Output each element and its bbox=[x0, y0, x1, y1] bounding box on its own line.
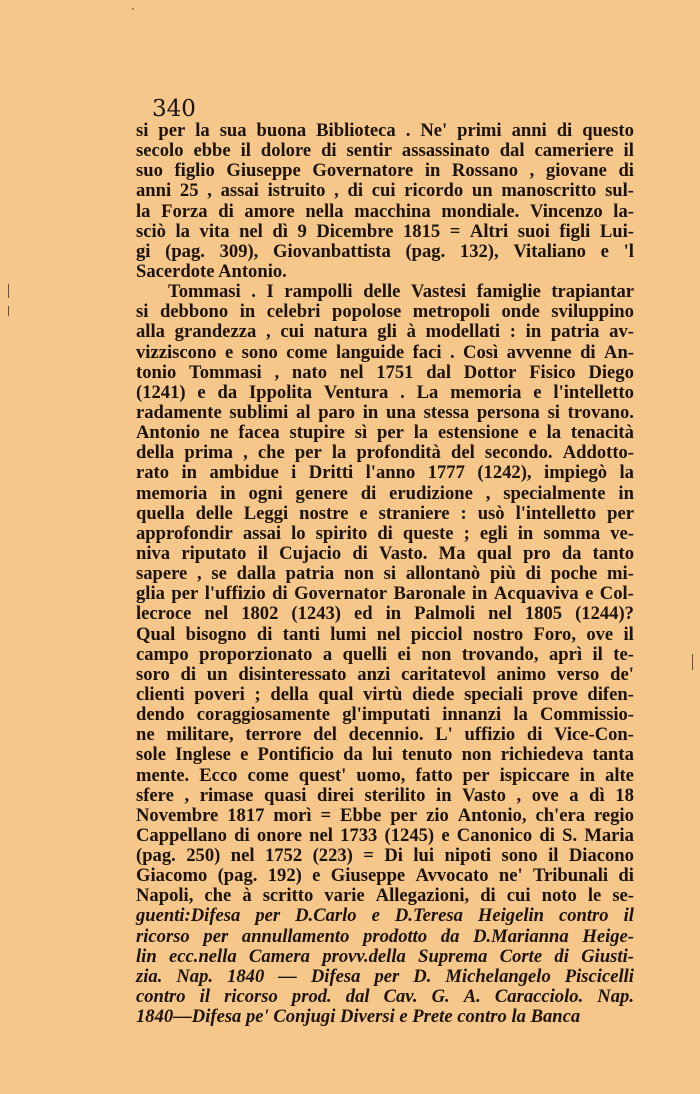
text-line: (1241) e da Ippolita Ventura . La memoria e l'intelletto bbox=[136, 381, 634, 403]
text-line: campo proporzionato a quelli ei non trovando, aprì il te- bbox=[136, 643, 634, 665]
text-line: si per la sua buona Biblioteca . Ne' primi anni di questo bbox=[136, 120, 634, 141]
text-line: Novembre 1817 morì = Ebbe per zio Antonio, ch'era regio bbox=[136, 804, 634, 826]
text-line: suo figlio Giuseppe Governatore in Rossano , giovane di bbox=[136, 160, 634, 182]
text-line: alla grandezza , cui natura gli à modellati : in patria av- bbox=[136, 321, 634, 343]
text-line: lin ecc.nella Camera provv.della Suprema Corte di Giusti- bbox=[136, 945, 634, 967]
text-line: vizziscono e sono come languide faci . Così avvenne di An- bbox=[136, 341, 634, 363]
text-line: contro il ricorso prod. dal Cav. G. A. Caracciolo. Nap. bbox=[136, 986, 634, 1008]
text-line: anni 25 , assai istruito , di cui ricordo un manoscritto sul- bbox=[136, 180, 634, 202]
text-line: sapere , se dalla patria non si allontanò più di poche mi- bbox=[136, 563, 634, 585]
text-line: Sacerdote Antonio. bbox=[136, 260, 287, 282]
text-line: sciò la vita nel dì 9 Dicembre 1815 = Altri suoi figli Lui- bbox=[136, 220, 634, 242]
text-line: niva riputato il Cujacio di Vasto. Ma qual pro da tanto bbox=[136, 542, 634, 564]
margin-speck bbox=[8, 306, 9, 316]
text-line: approfondir assai lo spirito di queste ; egli in somma ve- bbox=[136, 522, 634, 544]
page-number: 340 bbox=[152, 96, 196, 122]
text-line: (pag. 250) nel 1752 (223) = Di lui nipoti sono il Diacono bbox=[136, 845, 634, 867]
text-line: gi (pag. 309), Giovanbattista (pag. 132), Vitaliano e 'l bbox=[136, 240, 634, 262]
text-line: Tommasi . I rampolli delle Vastesi famiglie trapiantar bbox=[168, 281, 634, 303]
text-line: clienti poveri ; della qual virtù diede speciali prove difen- bbox=[136, 683, 634, 705]
text-line: Cappellano di onore nel 1733 (1245) e Canonico di S. Maria bbox=[136, 824, 634, 846]
text-line: glia per l'uffizio di Governator Baronale in Acquaviva e Col- bbox=[136, 583, 634, 605]
text-line: tonio Tommasi , nato nel 1751 dal Dottor Fisico Diego bbox=[136, 361, 634, 383]
body-text bbox=[136, 121, 634, 1027]
text-line: radamente sublimi al paro in una stessa persona si trovano. bbox=[136, 401, 634, 423]
text-line: secolo ebbe il dolore di sentir assassinato dal cameriere il bbox=[136, 140, 634, 162]
text-line: dendo coraggiosamente gl'imputati innanzi la Commissio- bbox=[136, 704, 634, 726]
text-line: si debbono in celebri popolose metropoli onde sviluppino bbox=[136, 301, 634, 323]
text-line: la Forza di amore nella macchina mondiale. Vincenzo la- bbox=[136, 200, 634, 222]
text-line: soro di un disinteressato anzi caritatevol animo verso de' bbox=[136, 663, 634, 685]
text-line: zia. Nap. 1840 — Difesa per D. Michelangelo Piscicelli bbox=[136, 965, 634, 987]
margin-speck bbox=[692, 654, 693, 670]
margin-speck bbox=[8, 284, 9, 298]
text-line: 1840—Difesa pe' Conjugi Diversi e Prete contro la Banca bbox=[136, 1006, 581, 1028]
text-line: Antonio ne facea stupire sì per la estensione e la tenacità bbox=[136, 422, 634, 444]
text-line: memoria in ogni genere di erudizione , specialmente in bbox=[136, 482, 634, 504]
text-line: rato in ambidue i Dritti l'anno 1777 (1242), impiegò la bbox=[136, 462, 634, 484]
text-line: quella delle Leggi nostre e straniere : usò l'intelletto per bbox=[136, 502, 634, 524]
text-line: ne militare, terrore del decennio. L' uffizio di Vice-Con- bbox=[136, 724, 634, 746]
text-line: mente. Ecco come quest' uomo, fatto per ispiccare in alte bbox=[136, 764, 634, 786]
text-line: sole Inglese e Pontificio da lui tenuto non richiedeva tanta bbox=[136, 744, 634, 766]
text-line: Giacomo (pag. 192) e Giuseppe Avvocato ne' Tribunali di bbox=[136, 865, 634, 887]
text-line: Qual bisogno di tanti lumi nel picciol nostro Foro, ove il bbox=[136, 623, 634, 645]
text-line: ricorso per annullamento prodotto da D.Marianna Heige- bbox=[136, 925, 634, 947]
margin-speck: · bbox=[131, 2, 135, 16]
text-line: sfere , rimase quasi direi sterilito in Vasto , ove a dì 18 bbox=[136, 784, 634, 806]
text-line: lecroce nel 1802 (1243) ed in Palmoli nel 1805 (1244)? bbox=[136, 603, 634, 625]
text-line: Napoli, che à scritto varie Allegazioni, di cui noto le se- bbox=[136, 885, 634, 907]
text-line: guenti:Difesa per D.Carlo e D.Teresa Heigelin contro il bbox=[136, 905, 634, 927]
text-line: della prima , che per la profondità del secondo. Addotto- bbox=[136, 442, 634, 464]
